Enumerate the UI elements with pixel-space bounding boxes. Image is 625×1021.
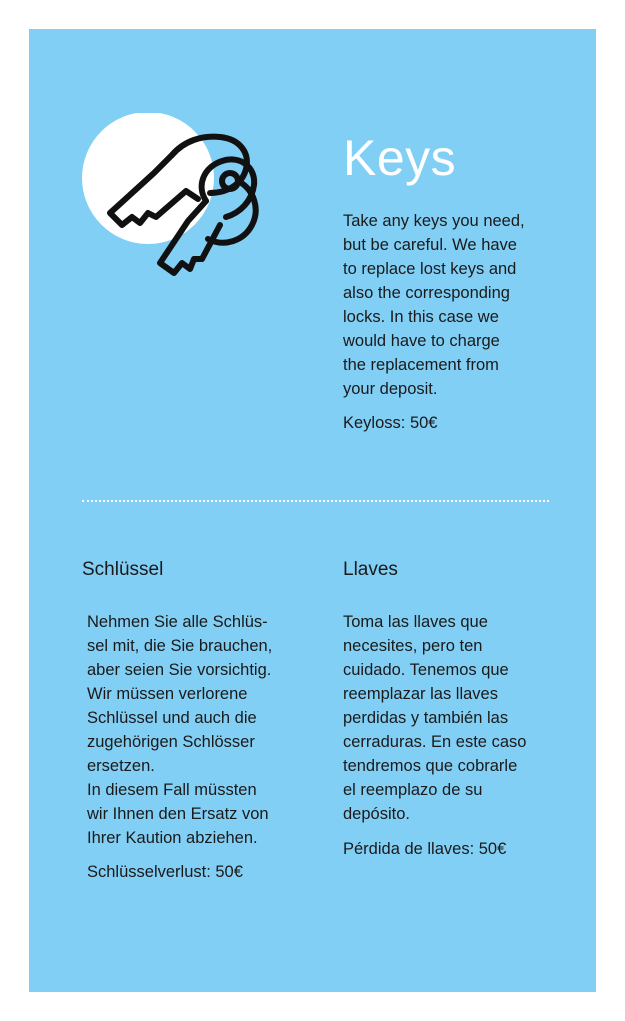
- german-fee: Schlüsselverlust: 50€: [87, 863, 243, 881]
- spanish-line: perdidas y también las: [343, 709, 509, 727]
- spanish-line: Toma las llaves que: [343, 613, 488, 631]
- english-line: would have to charge: [343, 332, 500, 350]
- german-line: aber seien Sie vorsichtig.: [87, 661, 272, 679]
- english-line: to replace lost keys and: [343, 260, 517, 278]
- spanish-line: depósito.: [343, 805, 410, 823]
- german-line: In diesem Fall müssten: [87, 781, 257, 799]
- spanish-line: tendremos que cobrarle: [343, 757, 518, 775]
- german-line: Nehmen Sie alle Schlüs-: [87, 613, 268, 631]
- spanish-fee: Pérdida de llaves: 50€: [343, 840, 507, 858]
- english-fee: Keyloss: 50€: [343, 414, 438, 432]
- english-description: [343, 209, 558, 401]
- german-line: Schlüssel und auch die: [87, 709, 257, 727]
- keys-icon: [80, 113, 270, 293]
- english-line: Take any keys you need,: [343, 212, 525, 230]
- german-line: ersetzen.: [87, 757, 155, 775]
- english-line: also the corresponding: [343, 284, 510, 302]
- english-line: locks. In this case we: [343, 308, 499, 326]
- german-description: [87, 610, 317, 850]
- english-line: but be careful. We have: [343, 236, 517, 254]
- german-line: sel mit, die Sie brauchen,: [87, 637, 273, 655]
- german-heading: Schlüssel: [82, 559, 164, 580]
- page-title: Keys: [343, 130, 457, 186]
- german-line: Ihrer Kaution abziehen.: [87, 829, 258, 847]
- spanish-line: reemplazar las llaves: [343, 685, 498, 703]
- spanish-description: [343, 610, 558, 826]
- spanish-line: el reemplazo de su: [343, 781, 483, 799]
- german-line: wir Ihnen den Ersatz von: [87, 805, 269, 823]
- english-line: your deposit.: [343, 380, 438, 398]
- dotted-divider: [82, 500, 549, 502]
- english-line: the replacement from: [343, 356, 499, 374]
- german-line: zugehörigen Schlösser: [87, 733, 255, 751]
- spanish-heading: Llaves: [343, 559, 398, 580]
- german-line: Wir müssen verlorene: [87, 685, 248, 703]
- spanish-line: cerraduras. En este caso: [343, 733, 527, 751]
- spanish-line: necesites, pero ten: [343, 637, 483, 655]
- spanish-line: cuidado. Tenemos que: [343, 661, 509, 679]
